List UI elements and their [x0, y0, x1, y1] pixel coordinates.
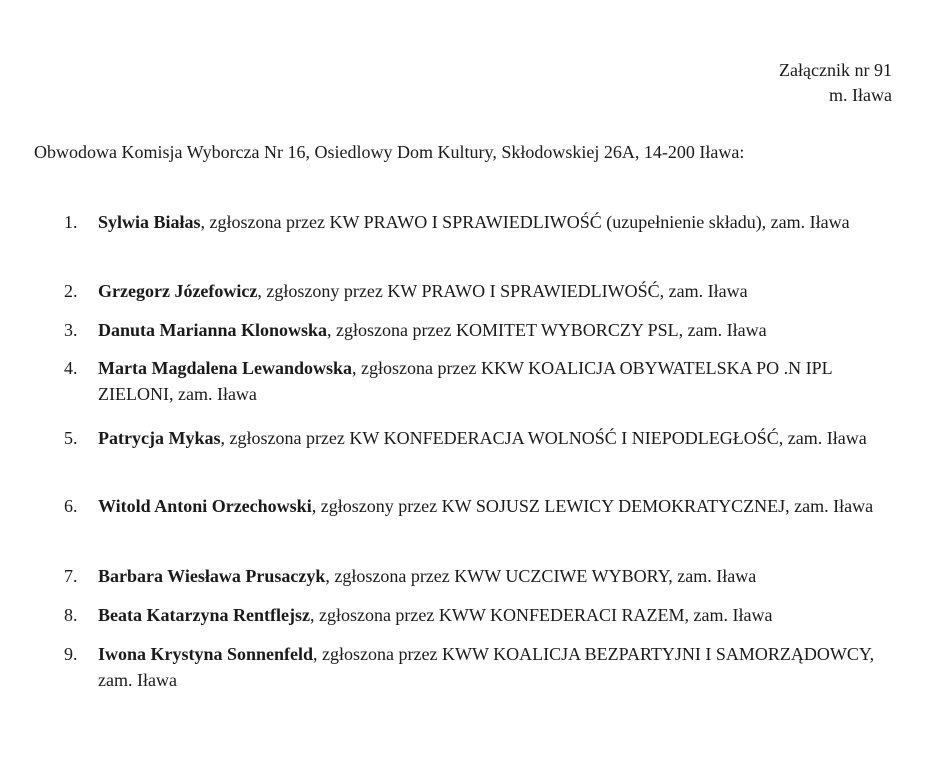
list-item: [64, 209, 884, 235]
member-name: Patrycja Mykas: [98, 428, 221, 448]
member-name: Marta Magdalena Lewandowska: [98, 358, 353, 378]
commission-header: Obwodowa Komisja Wyborcza Nr 16, Osiedlowy Dom Kultury, Skłodowskiej 26A, 14-200 Iława:: [34, 142, 745, 162]
member-details: , zgłoszona przez KW KONFEDERACJA WOLNOŚĆ I NIEPODLEGŁOŚĆ, zam. Iława: [220, 428, 867, 448]
member-name: Beata Katarzyna Rentflejsz: [98, 605, 310, 625]
member-details: , zgłoszony przez KW PRAWO I SPRAWIEDLIWOŚĆ, zam. Iława: [257, 281, 748, 301]
member-name: Grzegorz Józefowicz: [98, 281, 258, 301]
item-number: 1.: [64, 212, 78, 232]
member-details: , zgłoszona przez KWW KONFEDERACI RAZEM, zam. Iława: [309, 605, 773, 625]
item-number: 5.: [64, 428, 78, 448]
member-name: Iwona Krystyna Sonnenfeld: [98, 644, 314, 664]
list-item: [64, 641, 884, 693]
list-item: [64, 317, 884, 343]
member-details: , zgłoszona przez KWW UCZCIWE WYBORY, zam. Iława: [325, 566, 757, 586]
member-details: , zgłoszony przez KW SOJUSZ LEWICY DEMOKRATYCZNEJ, zam. Iława: [311, 496, 874, 516]
list-item: [64, 355, 884, 407]
annex-label: [779, 58, 892, 108]
item-number: 9.: [64, 644, 78, 664]
list-item: [64, 278, 884, 304]
item-number: 6.: [64, 496, 78, 516]
member-name: Sylwia Białas: [98, 212, 201, 232]
member-details: , zgłoszona przez KKW KOALICJA OBYWATELSKA PO .N IPL ZIELONI, zam. Iława: [98, 358, 832, 404]
annex-location: m. Iława: [829, 85, 892, 105]
item-number: 2.: [64, 281, 78, 301]
item-number: 8.: [64, 605, 78, 625]
list-item: [64, 563, 884, 589]
member-details: , zgłoszona przez KW PRAWO I SPRAWIEDLIWOŚĆ (uzupełnienie składu), zam. Iława: [200, 212, 850, 232]
member-name: Witold Antoni Orzechowski: [98, 496, 312, 516]
list-item: [64, 425, 884, 451]
member-details: , zgłoszona przez KWW KOALICJA BEZPARTYJNI I SAMORZĄDOWCY, zam. Iława: [98, 644, 875, 690]
annex-number: Załącznik nr 91: [779, 60, 892, 80]
list-item: [64, 602, 884, 628]
item-number: 7.: [64, 566, 78, 586]
item-number: 4.: [64, 358, 78, 378]
member-name: Danuta Marianna Klonowska: [98, 320, 328, 340]
list-item: [64, 493, 884, 519]
item-number: 3.: [64, 320, 78, 340]
member-name: Barbara Wiesława Prusaczyk: [98, 566, 326, 586]
member-details: , zgłoszona przez KOMITET WYBORCZY PSL, zam. Iława: [327, 320, 767, 340]
